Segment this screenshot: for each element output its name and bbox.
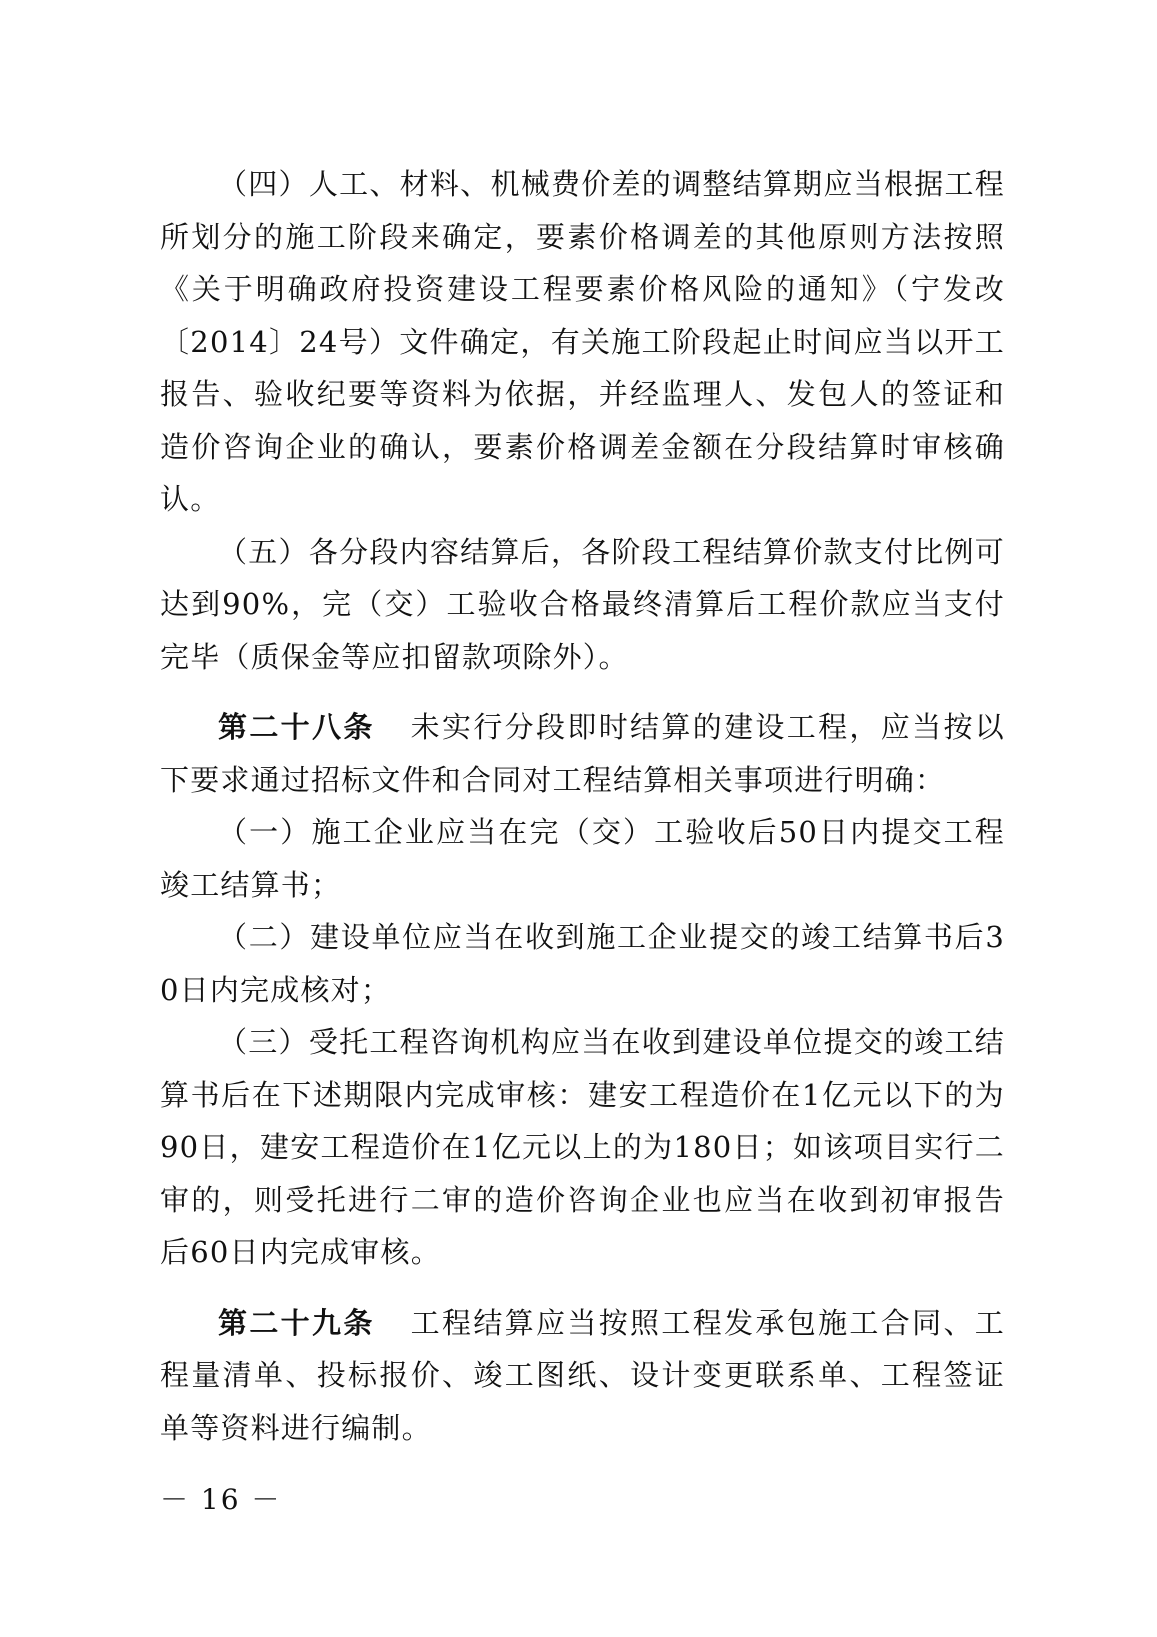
document-body (160, 158, 1005, 1454)
paragraph-text: （一）施工企业应当在完（交）工验收后50日内提交工程竣工结算书； (160, 815, 1005, 902)
paragraph-item-5 (160, 526, 1005, 684)
article-28 (160, 701, 1005, 806)
article-29 (160, 1297, 1005, 1455)
paragraph-item-4 (160, 158, 1005, 526)
article-heading: 第二十八条 (218, 710, 375, 744)
page-number: － 16 － (160, 1483, 282, 1516)
paragraph-item-2 (160, 911, 1005, 1016)
paragraph-text: （三）受托工程咨询机构应当在收到建设单位提交的竣工结算书后在下述期限内完成审核：建安工程造价在1亿元以下的为90日，建安工程造价在1亿元以上的为180日；如该项目实行二审的，则受托进行二审的造价咨询企业也应当在收到初审报告后60日内完成审核。 (160, 1025, 1005, 1269)
article-text: 工程结算应当按照工程发承包施工合同、工程量清单、投标报价、竣工图纸、设计变更联系单、工程签证单等资料进行编制。 (160, 1305, 1005, 1445)
paragraph-text: （二）建设单位应当在收到施工企业提交的竣工结算书后30日内完成核对； (160, 920, 1005, 1007)
article-text: 未实行分段即时结算的建设工程，应当按以下要求通过招标文件和合同对工程结算相关事项进行明确： (160, 710, 1005, 797)
paragraph-item-3 (160, 1016, 1005, 1279)
article-heading: 第二十九条 (218, 1305, 375, 1340)
paragraph-item-1 (160, 806, 1005, 911)
paragraph-text: （四）人工、材料、机械费价差的调整结算期应当根据工程所划分的施工阶段来确定，要素价格调差的其他原则方法按照《关于明确政府投资建设工程要素价格风险的通知》（宁发改〔2014〕24号）文件确定，有关施工阶段起止时间应当以开工报告、验收纪要等资料为依据，并经监理人、发包人的签证和造价咨询企业的确认，要素价格调差金额在分段结算时审核确认。 (160, 167, 1005, 516)
paragraph-text: （五）各分段内容结算后，各阶段工程结算价款支付比例可达到90%，完（交）工验收合格最终清算后工程价款应当支付完毕（质保金等应扣留款项除外）。 (160, 534, 1005, 674)
